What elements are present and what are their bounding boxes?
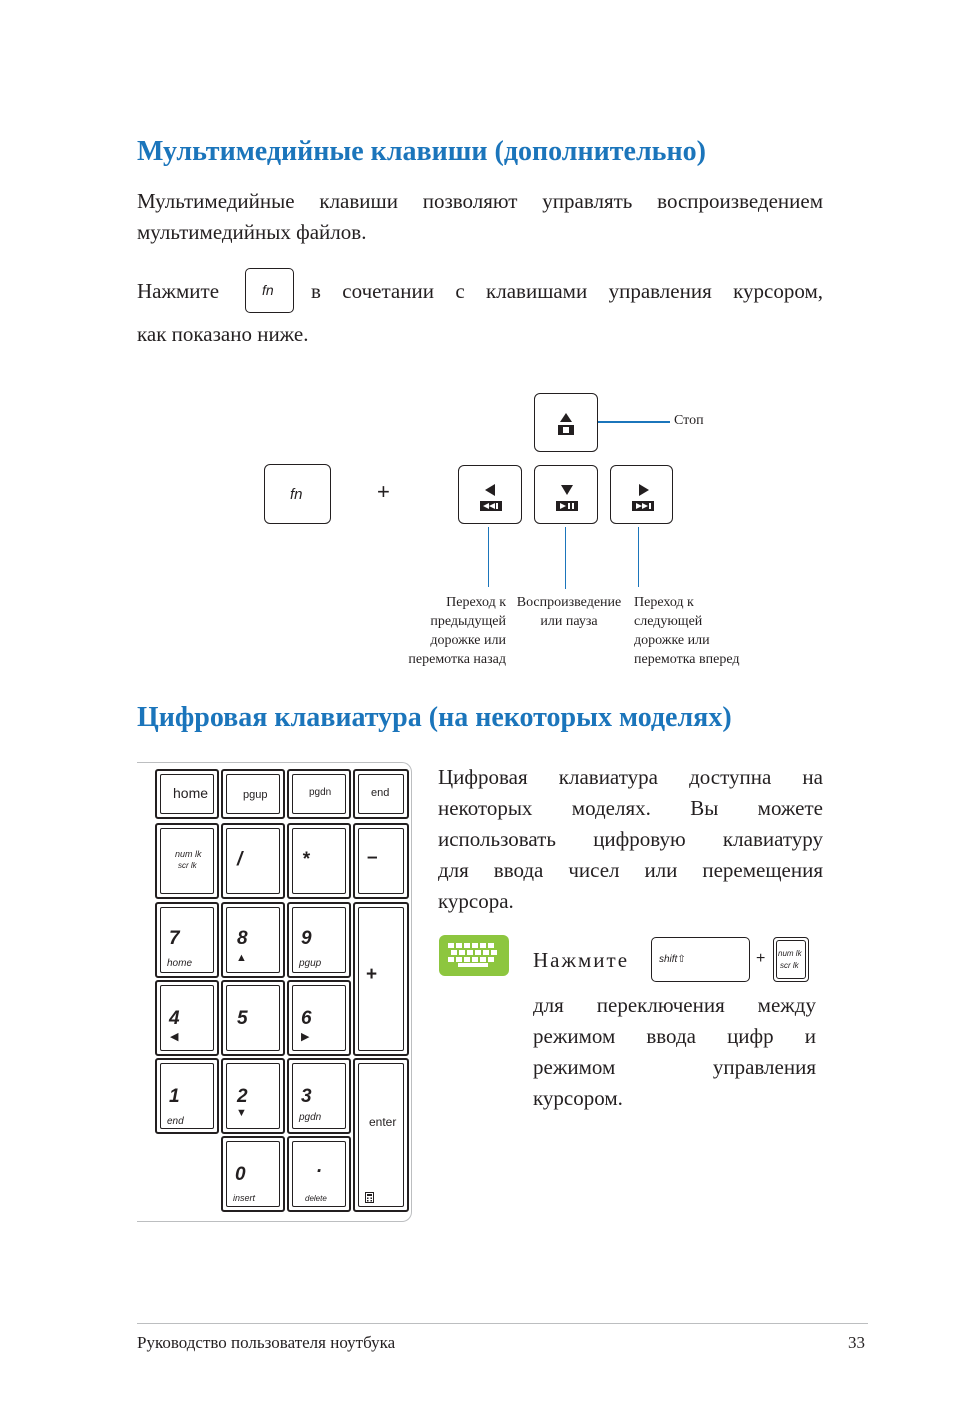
key-5: 5 <box>221 980 285 1056</box>
key-numlk: num lk scr lk <box>155 823 219 899</box>
stop-icon <box>555 411 577 437</box>
key-plus: + <box>353 902 409 1056</box>
key-0: 0 insert <box>221 1136 285 1212</box>
prev-track-key <box>458 465 522 524</box>
key-star: * <box>287 823 351 899</box>
toggle-description: для переключения между режимом ввода цифр и режимом управления курсором. <box>533 993 816 1110</box>
key-dot: . delete <box>287 1136 351 1212</box>
play-pause-key <box>534 465 598 524</box>
press-line-2: как показано ниже. <box>137 322 309 346</box>
stop-leader-line <box>598 421 670 423</box>
key-end: end <box>353 769 409 819</box>
plus-sign: + <box>377 479 390 504</box>
key-slash: / <box>221 823 285 899</box>
key-pgdn: pgdn <box>287 769 351 819</box>
footer-rule <box>137 1323 868 1324</box>
key-2: 2 ▼ <box>221 1058 285 1134</box>
fn-key <box>264 464 331 524</box>
key-3: 3 pgdn <box>287 1058 351 1134</box>
plus-sign-2: + <box>756 950 766 967</box>
fn-key-inline <box>245 268 294 313</box>
key-minus: – <box>353 823 409 899</box>
numlk-key: num lk scr lk <box>773 937 809 982</box>
prev-track-icon <box>479 482 503 512</box>
next-label: Переход к следующей дорожке или перемотка вперед <box>634 595 740 667</box>
footer-text: Руководство пользователя ноутбука <box>137 1333 396 1352</box>
keyboard-icon <box>439 935 509 976</box>
stop-label: Стоп <box>674 413 704 428</box>
prev-leader-line <box>488 527 489 587</box>
key-enter: enter <box>353 1058 409 1212</box>
key-6: 6 ▶ <box>287 980 351 1056</box>
press-after: в сочетании с клавишами управления курсором, <box>311 279 823 303</box>
play-label: Воспроизведение или пауза <box>516 595 622 629</box>
key-9: 9 pgup <box>287 902 351 978</box>
fn-key-diagram-label: fn <box>290 486 303 503</box>
page-number: 33 <box>848 1333 865 1352</box>
numpad-description: Цифровая клавиатура доступна на некоторых моделях. Вы можете использовать цифровую клавиатуру для ввода чисел или перемещения курсора. <box>438 765 823 913</box>
play-pause-icon <box>555 482 579 512</box>
intro-line-2: мультимедийных файлов. <box>137 220 367 244</box>
next-track-key <box>610 465 673 524</box>
key-pgup: pgup <box>221 769 285 819</box>
prev-label: Переход к предыдущей дорожке или перемотка назад <box>408 595 506 667</box>
next-track-icon <box>631 482 655 512</box>
calculator-icon <box>365 1192 374 1203</box>
intro-line-1: Мультимедийные клавиши позволяют управлять воспроизведением <box>137 189 823 213</box>
section-title-multimedia: Мультимедийные клавиши (дополнительно) <box>137 136 706 167</box>
shift-key-label: shift⇧ <box>659 954 686 965</box>
press-label: Нажмите <box>137 279 220 303</box>
press-label-2: Нажмите <box>533 948 630 972</box>
next-leader-line <box>638 527 639 587</box>
play-leader-line <box>565 527 566 589</box>
key-7: 7 home <box>155 902 219 978</box>
key-1: 1 end <box>155 1058 219 1134</box>
key-home: home <box>155 769 219 819</box>
section-title-numpad: Цифровая клавиатура (на некоторых моделях) <box>137 702 732 733</box>
fn-key-label: fn <box>262 282 274 298</box>
shift-key <box>651 937 750 982</box>
stop-key <box>534 393 598 452</box>
key-8: 8 ▲ <box>221 902 285 978</box>
key-4: 4 ◀ <box>155 980 219 1056</box>
